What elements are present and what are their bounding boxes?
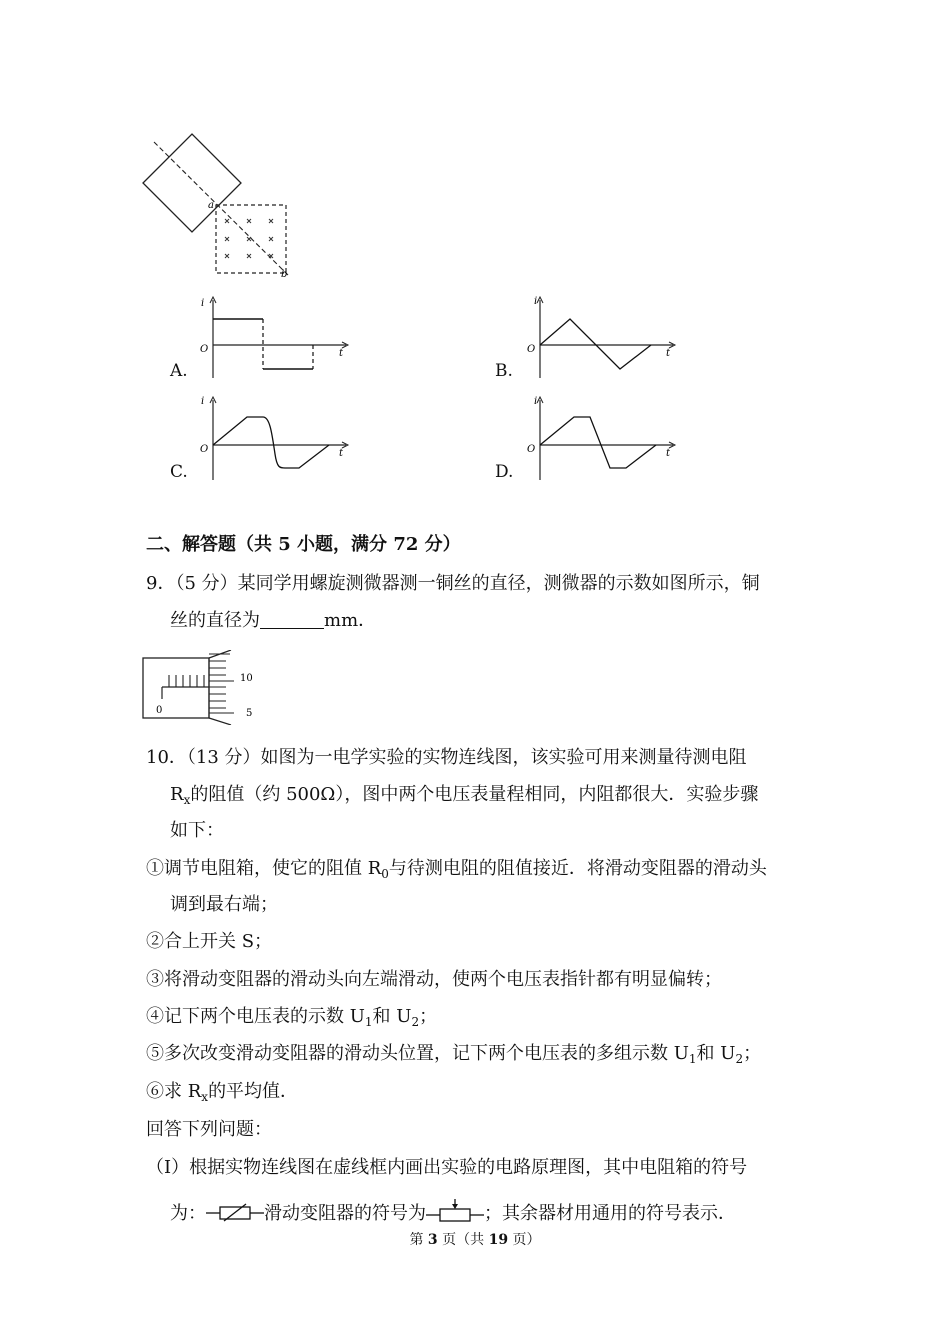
answer-prompt: 回答下列问题：	[146, 1119, 272, 1140]
answer-blank[interactable]	[260, 610, 324, 629]
option-c-graph	[196, 394, 366, 484]
origin-label: O	[200, 344, 209, 355]
trapezoid-wave-curve	[213, 417, 329, 468]
micrometer-figure	[140, 650, 270, 725]
q9-text-after: mm．	[324, 610, 377, 631]
sleeve-ticks	[169, 675, 204, 687]
option-b-label: B.	[495, 361, 513, 381]
triangle-wave-curve	[540, 319, 651, 369]
step-6: ⑥求 $R_x$的平均值．	[146, 1081, 299, 1104]
axis-i-label: i	[201, 396, 205, 407]
trapezoid-wave-curve	[540, 417, 656, 468]
corner-label-b: b	[281, 269, 288, 278]
field-crosses	[225, 219, 273, 258]
rotated-coil	[143, 134, 241, 232]
part-1-line2: 为： 滑动变阻器的符号为 ；其余器材用通用的符号表示．	[170, 1199, 736, 1227]
q9-line2	[170, 608, 376, 634]
option-a-label: A.	[170, 361, 188, 381]
part-1-line1: （Ⅰ）根据实物连线图在虚线框内画出实验的电路原理图，其中电阻箱的符号	[146, 1157, 748, 1178]
axis-t-label: t	[666, 448, 671, 459]
thimble-label-5: 5	[246, 708, 253, 719]
axis-i-label: i	[201, 298, 205, 309]
axis-i-label: i	[534, 396, 538, 407]
q9-text-before: 丝的直径为	[170, 610, 260, 631]
page-total: 19	[488, 1232, 509, 1248]
option-a-graph	[196, 294, 366, 384]
section-heading: 二、解答题（共 5 小题，满分 72 分）	[146, 534, 461, 555]
origin-label: O	[527, 344, 536, 355]
option-d-label: D.	[495, 462, 514, 482]
corner-label-a: a	[208, 200, 214, 211]
resistance-box-symbol	[206, 1201, 264, 1223]
q10-line3: 如下：	[170, 820, 224, 841]
origin-label: O	[200, 444, 209, 455]
option-b-graph	[523, 294, 693, 384]
thimble-label-10: 10	[240, 673, 253, 684]
axis-i-label: i	[534, 296, 538, 307]
step-3: ③将滑动变阻器的滑动头向左端滑动，使两个电压表指针都有明显偏转；	[146, 969, 722, 990]
step-2: ②合上开关 S；	[146, 931, 273, 952]
axis-t-label: t	[339, 348, 344, 359]
field-region-figure	[138, 126, 298, 278]
option-c-label: C.	[170, 462, 188, 482]
origin-label: O	[527, 444, 536, 455]
step-4: ④记下两个电压表的示数 $U_1$和 $U_2$；	[146, 1006, 438, 1029]
sleeve-label-0: 0	[156, 705, 163, 716]
axis-t-label: t	[339, 448, 344, 459]
thimble-ticks	[209, 654, 234, 713]
rheostat-symbol	[426, 1199, 484, 1225]
diagonal-dashed-line	[154, 142, 288, 275]
q10-line2: $R_x$的阻值（约 500Ω），图中两个电压表量程相同，内阻都很大．实验步骤	[170, 784, 759, 807]
q9-line1: 9．（5 分）某同学用螺旋测微器测一铜丝的直径，测微器的示数如图所示，铜	[146, 573, 760, 594]
option-d-graph	[523, 394, 693, 484]
q10-line1: 10．（13 分）如图为一电学实验的实物连线图，该实验可用来测量待测电阻	[146, 747, 747, 768]
page-footer: 第 3 页（共 19 页）	[409, 1232, 541, 1248]
step-5: ⑤多次改变滑动变阻器的滑动头位置，记下两个电压表的多组示数 $U_1$和 $U_2$；	[146, 1043, 762, 1066]
step-1: ①调节电阻箱，使它的阻值 $R_0$与待测电阻的阻值接近．将滑动变阻器的滑动头	[146, 858, 767, 881]
axis-t-label: t	[666, 348, 671, 359]
step-1-cont: 调到最右端；	[170, 894, 278, 915]
page-number: 3	[427, 1232, 438, 1248]
